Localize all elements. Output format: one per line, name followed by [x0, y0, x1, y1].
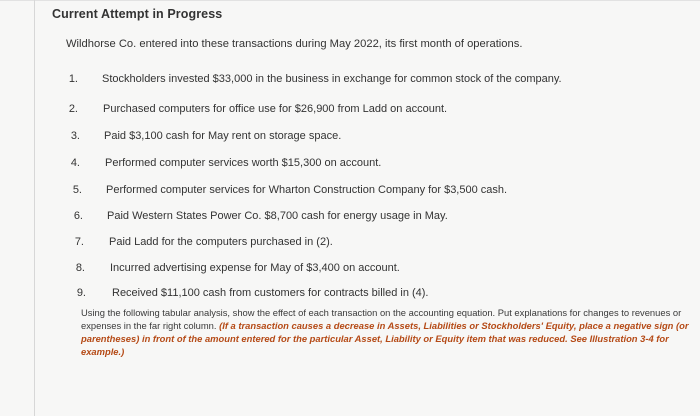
transaction-text: Paid $3,100 cash for May rent on storage space. [104, 130, 342, 142]
instructions-text: Using the following tabular analysis, show the effect of each transaction on the accounting equation. Put explanations for changes to revenues or expenses in the far right column. [81, 307, 682, 331]
transaction-text: Purchased computers for office use for $26,900 from Ladd on account. [103, 103, 448, 115]
transaction-number: 9. [76, 287, 86, 299]
transaction-number: 1. [68, 73, 78, 85]
transaction-text: Performed computer services for Wharton Construction Company for $3,500 cash. [106, 184, 508, 196]
transaction-text: Paid Western States Power Co. $8,700 cash for energy usage in May. [107, 210, 448, 222]
transaction-number: 5. [72, 184, 82, 196]
problem-intro: Wildhorse Co. entered into these transactions during May 2022, its first month of operations. [66, 38, 523, 50]
transaction-number: 6. [73, 210, 83, 222]
transaction-text: Received $11,100 cash from customers for contracts billed in (4). [112, 287, 429, 299]
transaction-number: 4. [70, 157, 80, 169]
instructions-emphasis: (If a transaction causes a decrease in Assets, Liabilities or Stockholders' Equity, place a negative sign (or parentheses) in front of the amount entered for the particular Asset, Liability or Equity item that was reduced. See Illustration 3-4 for example.) [81, 320, 689, 357]
transaction-number: 8. [75, 262, 85, 274]
instructions-paragraph [81, 306, 693, 358]
transaction-number: 7. [74, 236, 84, 248]
transaction-text: Performed computer services worth $15,300 on account. [105, 157, 382, 169]
attempt-status-heading: Current Attempt in Progress [52, 7, 223, 21]
transaction-text: Incurred advertising expense for May of $3,400 on account. [110, 262, 400, 274]
transaction-text: Paid Ladd for the computers purchased in (2). [109, 236, 333, 248]
transaction-number: 2. [68, 103, 78, 115]
transaction-text: Stockholders invested $33,000 in the business in exchange for common stock of the company. [102, 73, 562, 85]
transaction-number: 3. [70, 130, 80, 142]
